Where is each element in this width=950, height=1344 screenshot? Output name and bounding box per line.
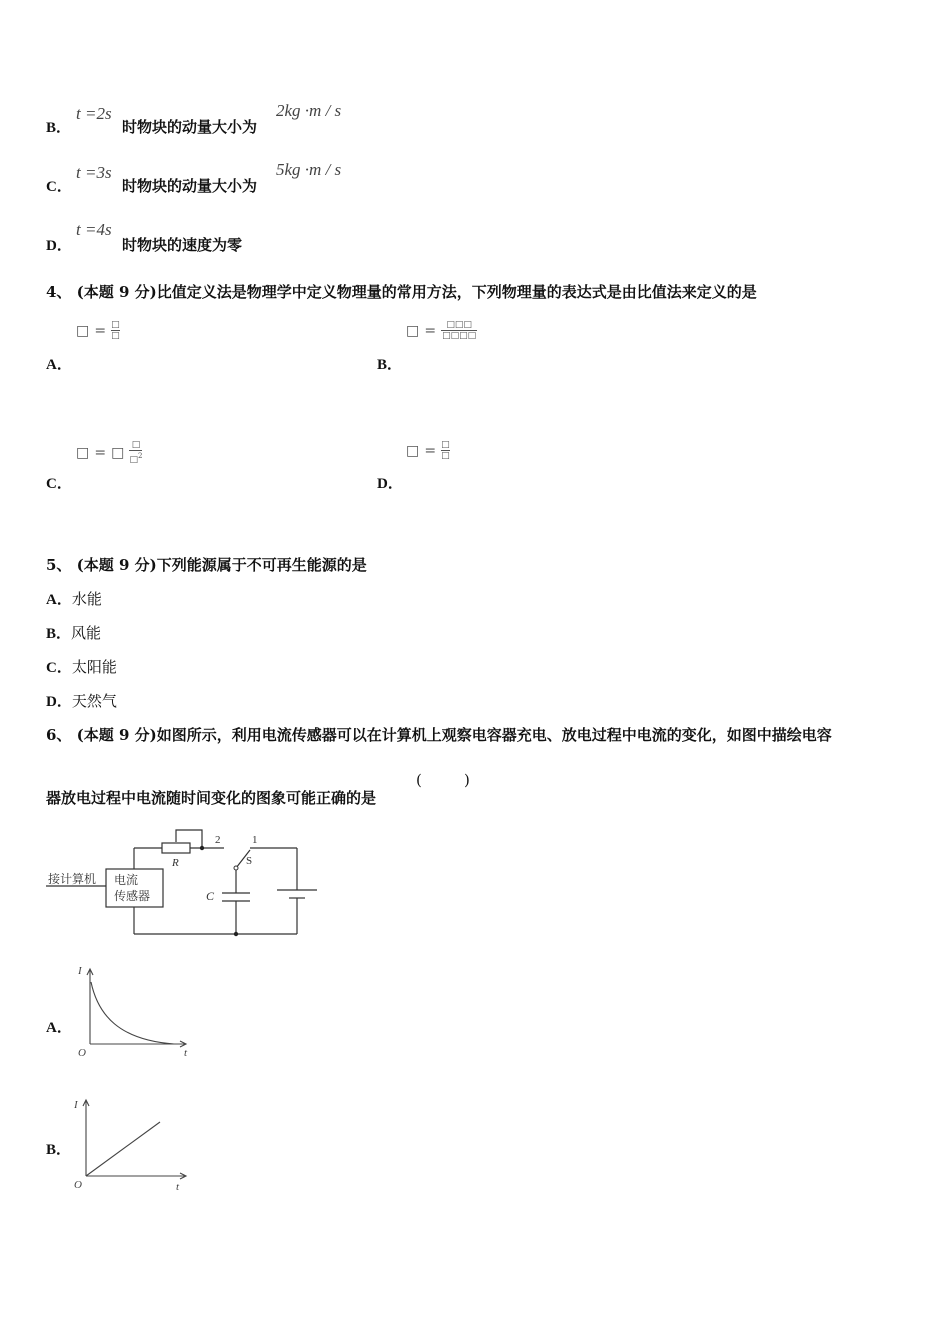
- circuit-diagram: [44, 828, 334, 943]
- option-text: 太阳能: [71, 658, 117, 676]
- denominator: □□□□: [442, 331, 477, 341]
- option-text: 天然气: [71, 692, 117, 710]
- momentum-expression: 5kg ·m / s: [276, 160, 342, 179]
- option-label: D．: [46, 238, 72, 254]
- rheostat: [162, 843, 190, 853]
- option-text: 时物块的速度为零: [122, 236, 243, 254]
- linear-line: [86, 1122, 160, 1176]
- option-text: 水能: [71, 590, 102, 608]
- contact-1-label: 1: [252, 834, 258, 846]
- q5-option-c: [46, 656, 117, 677]
- y-axis-label: I: [78, 965, 82, 977]
- fraction: [441, 320, 477, 341]
- denominator: □: [111, 331, 120, 341]
- q5-option-d: [46, 690, 117, 711]
- switch-pivot: [234, 866, 238, 870]
- numerator: □: [131, 440, 141, 450]
- contact-2-label: 2: [215, 834, 221, 846]
- equals-sign: =: [94, 445, 107, 461]
- q4-stem: 4、 (本题 9 分)比值定义法是物理学中定义物理量的常用方法，下列物理量的表达式是由比值法来定义的是: [46, 283, 757, 301]
- answer-paren-open: (: [416, 771, 422, 789]
- graph-option-a: [74, 960, 198, 1060]
- q6-stem-line2: 器放电过程中电流随时间变化的图象可能正确的是: [46, 789, 377, 807]
- x-axis-label: t: [184, 1047, 188, 1059]
- time-expression: t =2s: [76, 104, 112, 123]
- equals-sign: =: [424, 323, 437, 339]
- formula-image: [406, 440, 450, 461]
- formula-image: [76, 440, 142, 465]
- numerator: □: [111, 320, 120, 330]
- exponent: 2: [138, 452, 143, 460]
- momentum-expression: 2kg ·m / s: [276, 101, 342, 120]
- q6-stem-line1: 6、 (本题 9 分)如图所示，利用电流传感器可以在计算机上观察电容器充电、放电过程中电流的变化，如图中描绘电容: [46, 726, 832, 744]
- option-label: A．: [46, 592, 72, 608]
- option-label: D．: [377, 476, 403, 492]
- placeholder-glyph: □: [76, 445, 90, 461]
- origin-label: O: [74, 1179, 82, 1191]
- fraction: [441, 440, 450, 461]
- placeholder-glyph: □: [111, 445, 125, 461]
- option-text: 时物块的动量大小为: [122, 118, 258, 136]
- placeholder-glyph: □: [406, 323, 420, 339]
- formula-image: [76, 320, 120, 341]
- computer-label: 接计算机: [48, 872, 97, 886]
- y-axis-label: I: [74, 1099, 78, 1111]
- option-text: 风能: [71, 624, 102, 642]
- option-label: C．: [46, 660, 72, 676]
- option-label: A．: [46, 357, 72, 373]
- resistor-label: R: [172, 857, 179, 869]
- origin-label: O: [78, 1047, 86, 1059]
- sensor-label-line2: 传感器: [114, 889, 151, 903]
- equals-sign: =: [424, 443, 437, 459]
- time-expression: t =3s: [76, 163, 112, 182]
- numerator: □□□: [446, 320, 472, 330]
- formula-image: [406, 320, 477, 341]
- q6-option-b-label: B．: [46, 1142, 72, 1158]
- graph-option-b: [70, 1094, 198, 1194]
- sensor-label-line1: 电流: [114, 873, 139, 887]
- option-label: B．: [377, 357, 403, 373]
- denominator: □$^2$: [129, 452, 143, 465]
- option-text: 时物块的动量大小为: [122, 177, 258, 195]
- option-label: D．: [46, 694, 72, 710]
- q5-stem: 5、 (本题 9 分)下列能源属于不可再生能源的是: [46, 556, 367, 574]
- fraction: [129, 440, 142, 465]
- q5-option-b: [46, 622, 101, 643]
- fraction: [111, 320, 120, 341]
- time-expression: t =4s: [76, 220, 112, 239]
- option-label: B．: [46, 120, 72, 136]
- capacitor-label: C: [206, 889, 215, 903]
- contact-2-node: [200, 846, 204, 850]
- answer-paren-close: ): [464, 771, 470, 789]
- placeholder-glyph: □: [76, 323, 90, 339]
- numerator: □: [441, 440, 450, 450]
- equals-sign: =: [94, 323, 107, 339]
- decay-curve: [91, 982, 174, 1044]
- option-label: C．: [46, 179, 72, 195]
- q6-option-a-label: A．: [46, 1020, 72, 1036]
- placeholder-glyph: □: [406, 443, 420, 459]
- denominator: □: [441, 451, 450, 461]
- option-label: B．: [46, 626, 72, 642]
- q5-option-a: [46, 588, 102, 609]
- x-axis-label: t: [176, 1181, 180, 1193]
- option-label: C．: [46, 476, 72, 492]
- junction-node: [234, 932, 238, 936]
- switch-label: S: [246, 855, 253, 867]
